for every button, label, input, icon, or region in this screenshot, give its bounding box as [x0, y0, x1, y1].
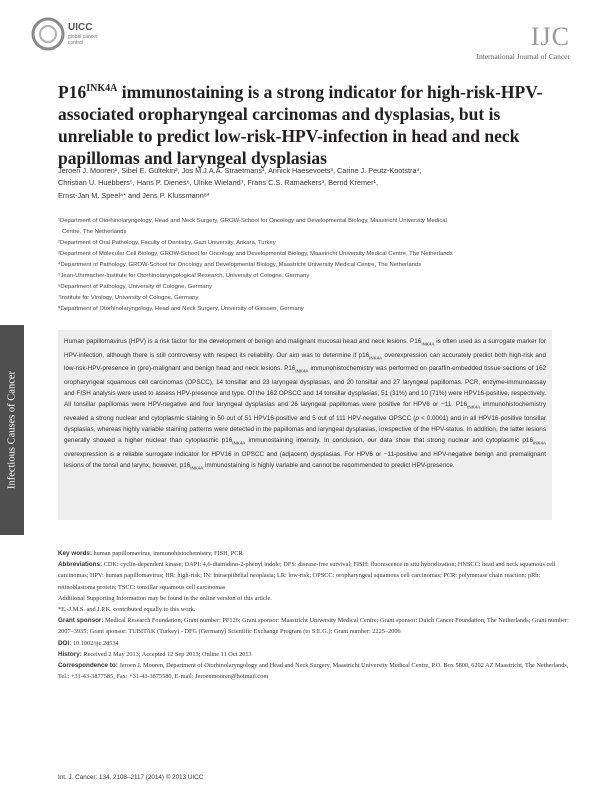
abstract-text: Human papillomavirus (HPV) is a risk factor for the development of benign and malignant mucosal head and neck lesions. $P16_{INK4A}$ is often used as a surrogate marker for HPV-infection, although there is still controversy with respect its reliability. Our aim was to determine if $p16_{INK4A}$ overexpression can accurately predict both high-risk and low-risk-HPV-presence in (pre)-malignant and benign head and neck lesions. $P16_{INK4A}$ immunohistochemistry was performed on paraffin-embedded tissue sections of 162 oropharyngeal squamous cell carcinomas (OPSCC), 14 tonsillar and 23 laryngeal dysplasias, and 20 tonsillar and 27 laryngeal papillomas. PCR, enzyme-immunoassay and FISH analysis were used to assess HPV-presence and type. Of the 162 OPSCC and 14 tonsillar dysplasias, 51 (31%) and 10 (71%) were HPV16-positive, respectively. All tonsillar papillomas were HPV-negative and four laryngeal dysplasias and 26 laryngeal papillomas were positive for HPV6 or −11. $P16_{INK4A}$ immunohistochemistry revealed a strong nuclear and cytoplasmic staining in 50 out of 51 HPV16-positive and 5 out of 111 HPV-negative OPSCC (p < 0.0001) and in all HPV16-positive tonsillar dysplasias, whereas highly variable staining patterns were detected in the papillomas and laryngeal dysplasias, irrespective of the HPV-status. In addition, the latter lesions generally showed a higher nuclear than cytoplasmic $p16_{INK4A}$ immunostaining intensity. In conclusion, our data show that strong nuclear and cytoplasmic $p16_{INK4A}$ overexpression is a reliable surrogate indicator for HPV16 in OPSCC and (adjacent) dysplasias. For HPV6 or −11-positive and HPV-negative benign and premalignant lesions of the tonsil and larynx, however, $p16_{INK4A}$ immunostaining is highly variable and cannot be recommended to predict HPV-presence.: [64, 338, 547, 471]
author-line: Jeroen J. Mooren¹, Sibel E. Gültekin², Jos M.J.A.A. Straetmans¹, Annick Haesevoets³, Carine J. Peutz-Kootstra⁴,: [58, 166, 422, 175]
article-title: [58, 78, 578, 169]
additional-info: Additional Supporting Information may be found in the online version of this article.: [58, 594, 272, 602]
doi: DOI: 10.1002/ijc.28534: [58, 639, 119, 647]
correspondence: Correspondence to: Jeroen J. Mooren, Department of Otorhinolaryngology and Head and Neck Surgery, Maastricht University Medical Centre, P.O. Box 5800, 6202 AZ Maastricht, The Netherlands, Tel.: +31-43-3877585, Fax: +31-43-3875580, E-mail: Jeroenmooren@hotmail.com: [58, 662, 569, 681]
affiliation: ²Department of Oral Pathology, Faculty of Dentistry, Gazi University, Ankara, Turkey: [58, 240, 276, 246]
section-side-label: Infectious Causes of Cancer: [6, 370, 18, 490]
keywords: Key words: human papillomavirus, immunohistochemistry, FISH, PCR: [58, 550, 243, 557]
author-line: Christian U. Huebbers⁵, Hans P. Dienes⁶, Ulrike Wieland⁷, Frans C.S. Ramaekers³, Bernd Kremer¹,: [58, 178, 378, 188]
affiliation: ⁵Jean-Uhrmacher-Institute for Otorhinolaryngological Research, University of Cologne, Germany: [58, 273, 310, 279]
grant-info: Grant sponsor: Medical Research Foundation; Grant number: PF126; Grant sponsor: Maastricht University Medical Centre; Grant sponsor: Dutch Cancer Foundation, The Netherlands; Grant number: 2007–3935; Grant sponsor: TUBITAK (Turkey) - DFG (Germany) Scientific Exchange Program (to S.E.G.); Grant number: 2225–2006: [58, 617, 569, 636]
affiliation: ⁶Department of Pathology, University of Cologne, Germany: [58, 284, 212, 290]
logo-subtitle: global cancer control: [68, 34, 98, 46]
logo-text: UICC: [68, 22, 93, 33]
journal-abbr: IJC: [530, 22, 570, 51]
affiliation: ⁴Department of Pathology, GROW-School for Oncology and Developmental Biology, Maastricht University Medical Centre, The Netherlands: [58, 262, 422, 268]
title-sup: INK4A: [86, 83, 118, 94]
affiliation: ⁸Department of Otorhinolaryngology, Head and Neck Surgery, University of Giessen, Germany: [58, 306, 304, 312]
affiliation-list: [58, 216, 578, 315]
globe-icon: [30, 16, 66, 52]
affiliation: ³Department of Molecular Cell Biology, GROW-School for Oncology and Developmental Biology, Maastricht University Medical Centre, The Netherlands: [58, 251, 453, 257]
title-part2: immunostaining is a strong indicator for high-risk-HPV-associated oropharyngeal carcinomas and dysplasias, but is unreliable to predict low-risk-HPV-infection in head and neck papillomas and laryngeal dysplasias: [58, 81, 543, 168]
affiliation: Centre, The Netherlands: [62, 229, 127, 235]
affiliation: ⁷Institute for Virology, University of Cologne, Germany: [58, 295, 199, 301]
uicc-logo: [30, 16, 102, 52]
journal-full-name: International Journal of Cancer: [476, 52, 570, 61]
history: History: Received 2 May 2013; Accepted 12 Sep 2013; Online 11 Oct 2013: [58, 650, 252, 658]
title-part1: P16: [58, 81, 87, 102]
page-footer: Int. J. Cancer: 134, 2108–2117 (2014) © 2013 UICC: [58, 774, 204, 781]
article-metadata: [58, 548, 578, 682]
abbreviations: Abbreviations: CDK: cyclin-dependent kinase; DAPI: 4,6-diamidino-2-phenyl indole; DFS: disease-free survival; FISH: fluorescence in situ hybridization; HNSCC: head and neck squamous cell carcinomas; HPV: human papillomavirus; HR: high-risk; IN: intraepithelial neoplasia; LR: low-risk; OPSCC: oropharyngeal squamous cell carcinomas; PCR: polymerase chain reaction; pRb: retinoblastoma protein; TSCC: tonsillar squamous cell carcinomas: [58, 561, 556, 591]
equal-contribution-note: *E.-J.M.S. and J.P.K. contributed equally to this work.: [58, 606, 196, 614]
affiliation: ¹Department of Otorhinolaryngology, Head and Neck Surgery, GROW-School for Oncology and Developmental Biology, Maastricht University Medical: [58, 218, 447, 224]
abstract-box: [58, 330, 552, 520]
author-list: [58, 165, 578, 202]
author-line: Ernst-Jan M. Speel⁴* and Jens P. Klussmann⁸*: [58, 190, 210, 200]
